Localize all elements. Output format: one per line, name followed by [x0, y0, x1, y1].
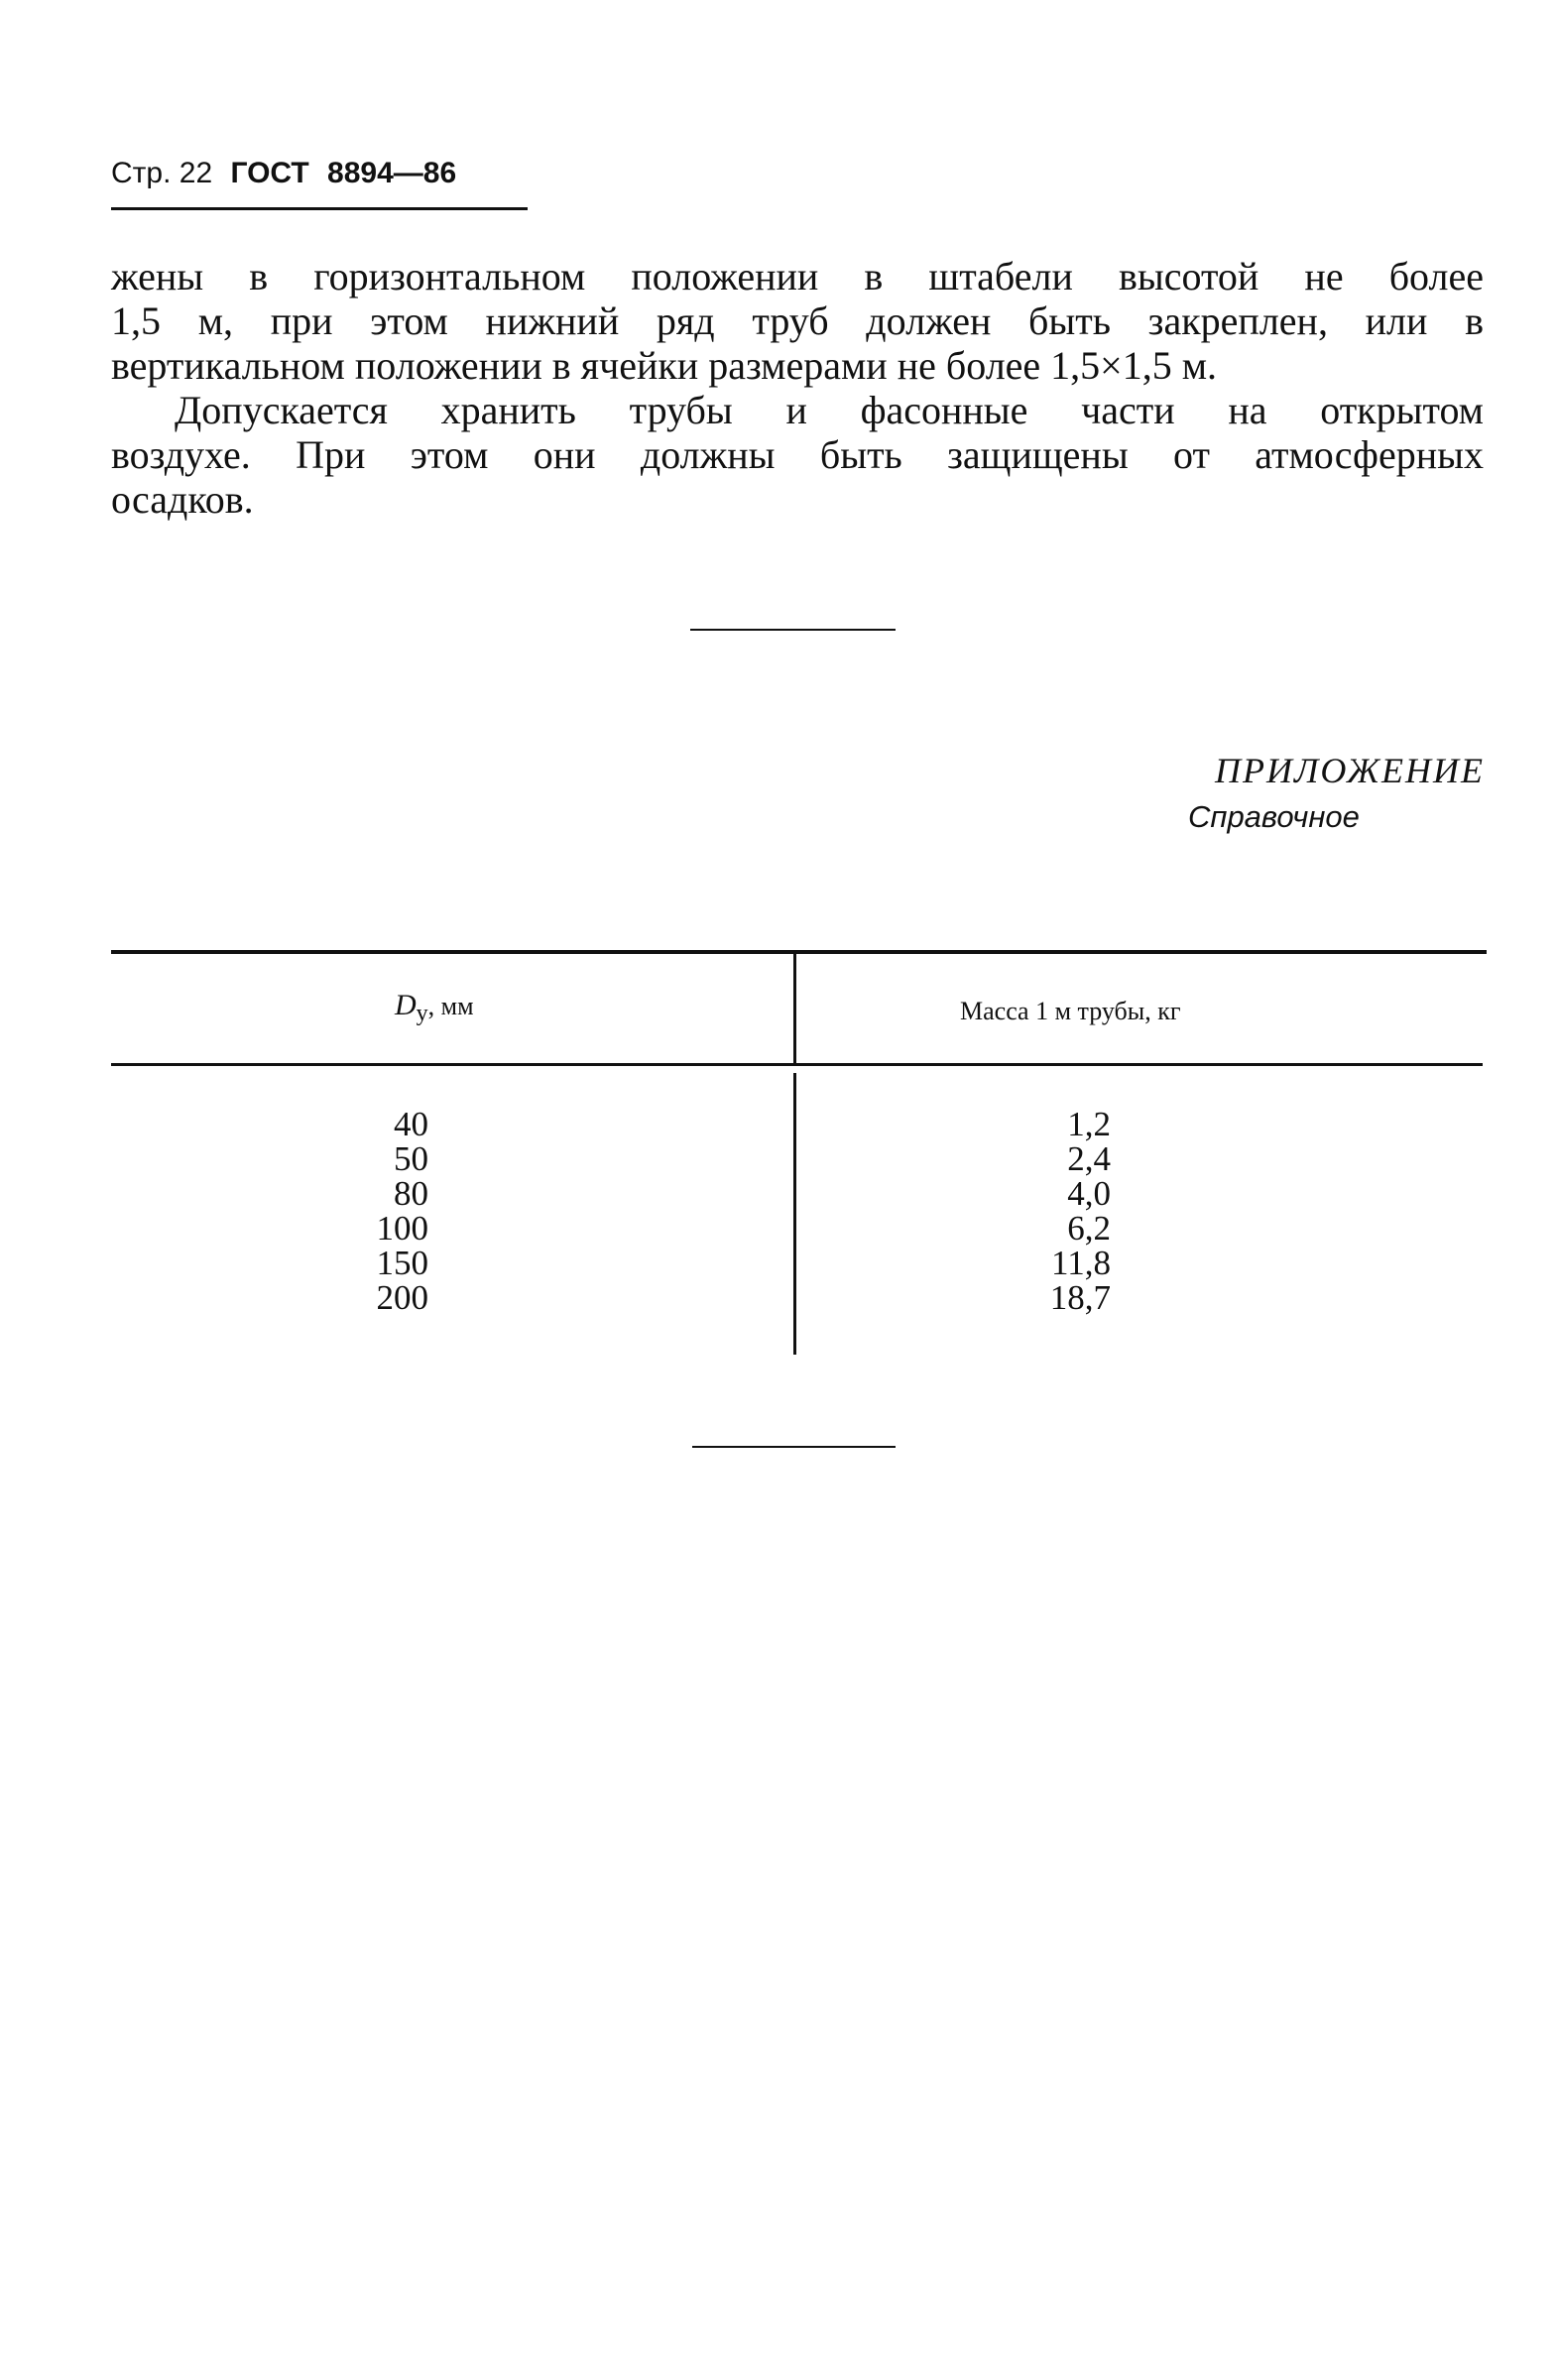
page-number: Стр. 22 [111, 157, 213, 189]
paragraph-line: жены в горизонтальном положении в штабели высотой не более [111, 254, 1484, 298]
table-cell-mass: 2,4 [1067, 1139, 1111, 1178]
appendix-subtitle: Справочное [1188, 799, 1360, 834]
dy-symbol: D [395, 989, 417, 1021]
table-cell-mass: 6,2 [1067, 1209, 1111, 1248]
table-cell-mass: 11,8 [1051, 1244, 1111, 1282]
table-cell-dy: 80 [394, 1174, 428, 1213]
table-top-rule [111, 950, 1487, 954]
dy-unit: , мм [427, 992, 474, 1020]
paragraph-line: осадков. [111, 477, 254, 522]
table-cell-dy: 50 [394, 1139, 428, 1178]
end-divider [692, 1446, 896, 1448]
paragraph-line: 1,5 м, при этом нижний ряд труб должен быть закреплен, или в [111, 298, 1484, 343]
column-header-dy [395, 989, 474, 1027]
section-divider [690, 629, 896, 631]
table-cell-dy: 40 [394, 1105, 428, 1143]
table-cell-dy: 100 [376, 1209, 428, 1248]
standard-number: 8894—86 [327, 157, 457, 189]
paragraph-line: вертикальном положении в ячейки размерами не более 1,5×1,5 м. [111, 343, 1218, 388]
table-cell-dy: 200 [376, 1278, 428, 1317]
table-cell-dy: 150 [376, 1244, 428, 1282]
paragraph-outdoor [111, 388, 1484, 522]
column-header-mass: Масса 1 м трубы, кг [960, 997, 1181, 1025]
table-header-divider [793, 952, 796, 1063]
paragraph-line: Допускается хранить трубы и фасонные части на открытом [175, 388, 1484, 432]
table-cell-mass: 18,7 [1049, 1278, 1111, 1317]
table-cell-mass: 1,2 [1067, 1105, 1111, 1143]
table-header-rule [111, 1063, 1483, 1066]
paragraph-line: воздухе. При этом они должны быть защищены от атмосферных [111, 432, 1484, 477]
dy-subscript: у [416, 1001, 428, 1027]
appendix-title: ПРИЛОЖЕНИЕ [1215, 751, 1485, 790]
standard-label: ГОСТ [230, 157, 309, 189]
column-mass-values [1031, 1107, 1111, 1315]
paragraph-storage [111, 254, 1484, 388]
header-rule [111, 207, 528, 210]
table-body-divider [793, 1073, 796, 1355]
table-cell-mass: 4,0 [1067, 1174, 1111, 1213]
page-header [111, 157, 456, 190]
column-dy-values [357, 1107, 428, 1315]
